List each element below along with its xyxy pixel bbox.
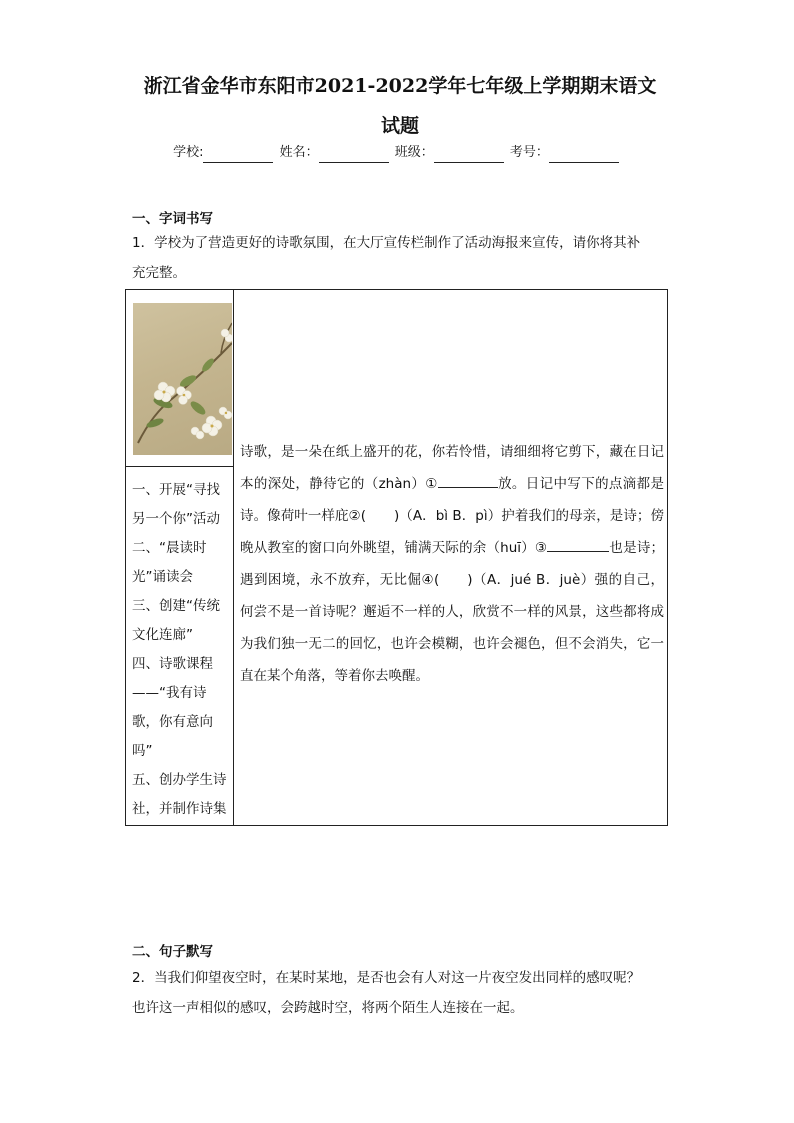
question-1-line-1: 1．学校为了营造更好的诗歌氛围，在大厅宣传栏制作了活动海报来宣传，请你将其补 bbox=[132, 235, 641, 251]
title-line-1: 浙江省金华市东阳市2021-2022学年七年级上学期期末语文 bbox=[143, 75, 657, 97]
school-field[interactable] bbox=[203, 148, 273, 163]
blossom-branch-illustration bbox=[133, 303, 232, 455]
table-divider-horizontal bbox=[126, 466, 233, 467]
name-field[interactable] bbox=[319, 148, 389, 163]
poster-table bbox=[125, 289, 668, 826]
table-divider-vertical bbox=[233, 290, 234, 825]
activity-item: 二、“晨读时光”诵读会 bbox=[132, 540, 207, 585]
blank-3-field[interactable] bbox=[547, 536, 609, 552]
activity-list bbox=[132, 476, 232, 824]
section-heading-2: 二、句子默写 bbox=[132, 944, 213, 960]
poem-passage bbox=[240, 436, 664, 692]
question-2-line-2: 也许这一声相似的感叹，会跨越时空，将两个陌生人连接在一起。 bbox=[132, 1000, 524, 1016]
passage-part-2: 放。日记中写下的点滴都是诗。像荷叶一样庇②( bbox=[240, 476, 665, 524]
name-label: 姓名： bbox=[279, 145, 319, 160]
section-heading-1: 一、字词书写 bbox=[132, 211, 213, 227]
passage-part-5: )（A．jué B．juè）强的自己，何尝不是一首诗呢？邂逅不一样的人，欣赏不一样的风景，这些都将成为我们独一无二的回忆，也许会模糊，也许会褪色，但不会消失，它一直在某个角落，等着你去唤醒。 bbox=[240, 572, 665, 684]
number-field[interactable] bbox=[549, 148, 619, 163]
school-label: 学校: bbox=[173, 145, 204, 160]
question-1-line-2: 充完整。 bbox=[132, 265, 186, 281]
flower-painting-image bbox=[133, 303, 232, 455]
title-line-2: 试题 bbox=[380, 115, 419, 137]
passage-part-3: )（A．bì B．pì）护着我们的母亲，是诗；傍晚从教室的窗口向外眺望，铺满天际的余（huī）③ bbox=[240, 508, 664, 556]
question-2-line-1: 2．当我们仰望夜空时，在某时某地，是否也会有人对这一片夜空发出同样的感叹呢？ bbox=[132, 970, 641, 986]
document-title bbox=[120, 66, 680, 146]
question-1-text bbox=[132, 228, 672, 288]
activity-item: 四、诗歌课程——“我有诗歌，你有意向吗” bbox=[132, 656, 213, 759]
blank-1-field[interactable] bbox=[438, 472, 498, 488]
passage-part-1: 诗歌，是一朵在纸上盛开的花，你若怜惜，请细细将它剪下，藏在日记本的深处，静待它的（zhàn）① bbox=[240, 444, 664, 492]
number-label: 考号： bbox=[509, 145, 549, 160]
student-info-row bbox=[0, 143, 794, 163]
class-label: 班级： bbox=[394, 145, 434, 160]
activity-item: 五、创办学生诗社，并制作诗集 bbox=[132, 772, 227, 817]
class-field[interactable] bbox=[434, 148, 504, 163]
activity-item: 三、创建“传统文化连廊” bbox=[132, 598, 220, 643]
passage-part-4: 也是诗；遇到困境，永不放弃，无比倔④( bbox=[240, 540, 665, 588]
activity-item: 一、开展“寻找另一个你”活动 bbox=[132, 482, 220, 527]
question-2-text bbox=[132, 963, 672, 1023]
